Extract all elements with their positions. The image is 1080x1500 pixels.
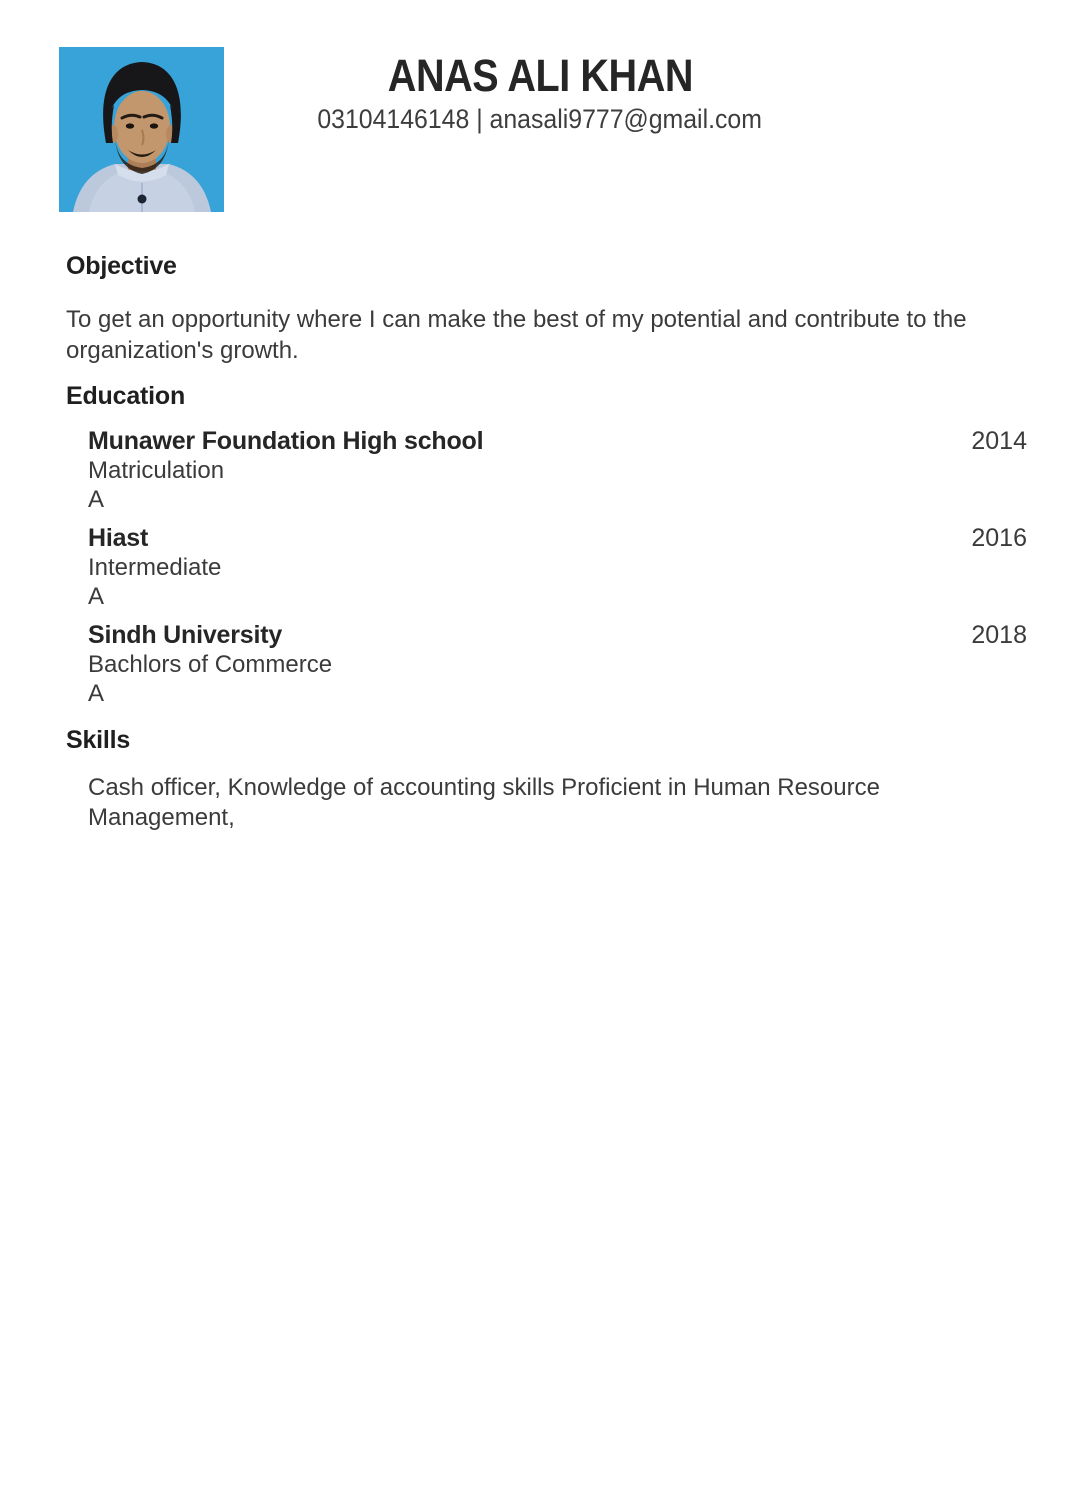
skills-heading: Skills: [66, 726, 131, 754]
education-entry: [66, 427, 1027, 514]
grade-value: A: [88, 486, 105, 513]
skill-entry: [66, 773, 1027, 833]
bullet-icon: [66, 621, 88, 639]
grade-value: A: [88, 583, 105, 610]
contact-line-text: 03104146148 | anasali9777@gmail.com: [317, 104, 763, 134]
bullet-icon: [66, 773, 88, 791]
degree-name: Intermediate: [88, 554, 222, 581]
education-list: [66, 427, 1027, 708]
objective-heading: Objective: [66, 252, 177, 280]
education-entry-main: [88, 621, 971, 708]
degree-name: Bachlors of Commerce: [88, 651, 333, 678]
objective-text: To get an opportunity where I can make the best of my potential and contribute to the organization's growth.: [66, 306, 967, 364]
degree-name: Matriculation: [88, 457, 225, 484]
education-heading: Education: [66, 382, 186, 410]
institution-name: Sindh University: [88, 621, 283, 649]
institution-name: Munawer Foundation High school: [88, 427, 484, 455]
education-entry: [66, 621, 1027, 708]
skill-text: Cash officer, Knowledge of accounting skills Proficient in Human Resource Management,: [88, 774, 880, 831]
graduation-year: 2018: [971, 621, 1027, 649]
graduation-year: 2014: [971, 427, 1027, 455]
skills-list: [66, 773, 1027, 833]
institution-name: Hiast: [88, 524, 149, 552]
graduation-year: 2016: [971, 524, 1027, 552]
bullet-icon: [66, 524, 88, 542]
resume-body: [66, 0, 1027, 833]
education-entry: [66, 524, 1027, 611]
education-entry-main: [88, 524, 971, 611]
bullet-icon: [66, 427, 88, 445]
person-name-text: ANAS ALI KHAN: [387, 50, 693, 101]
grade-value: A: [88, 680, 105, 707]
education-entry-main: [88, 427, 971, 514]
